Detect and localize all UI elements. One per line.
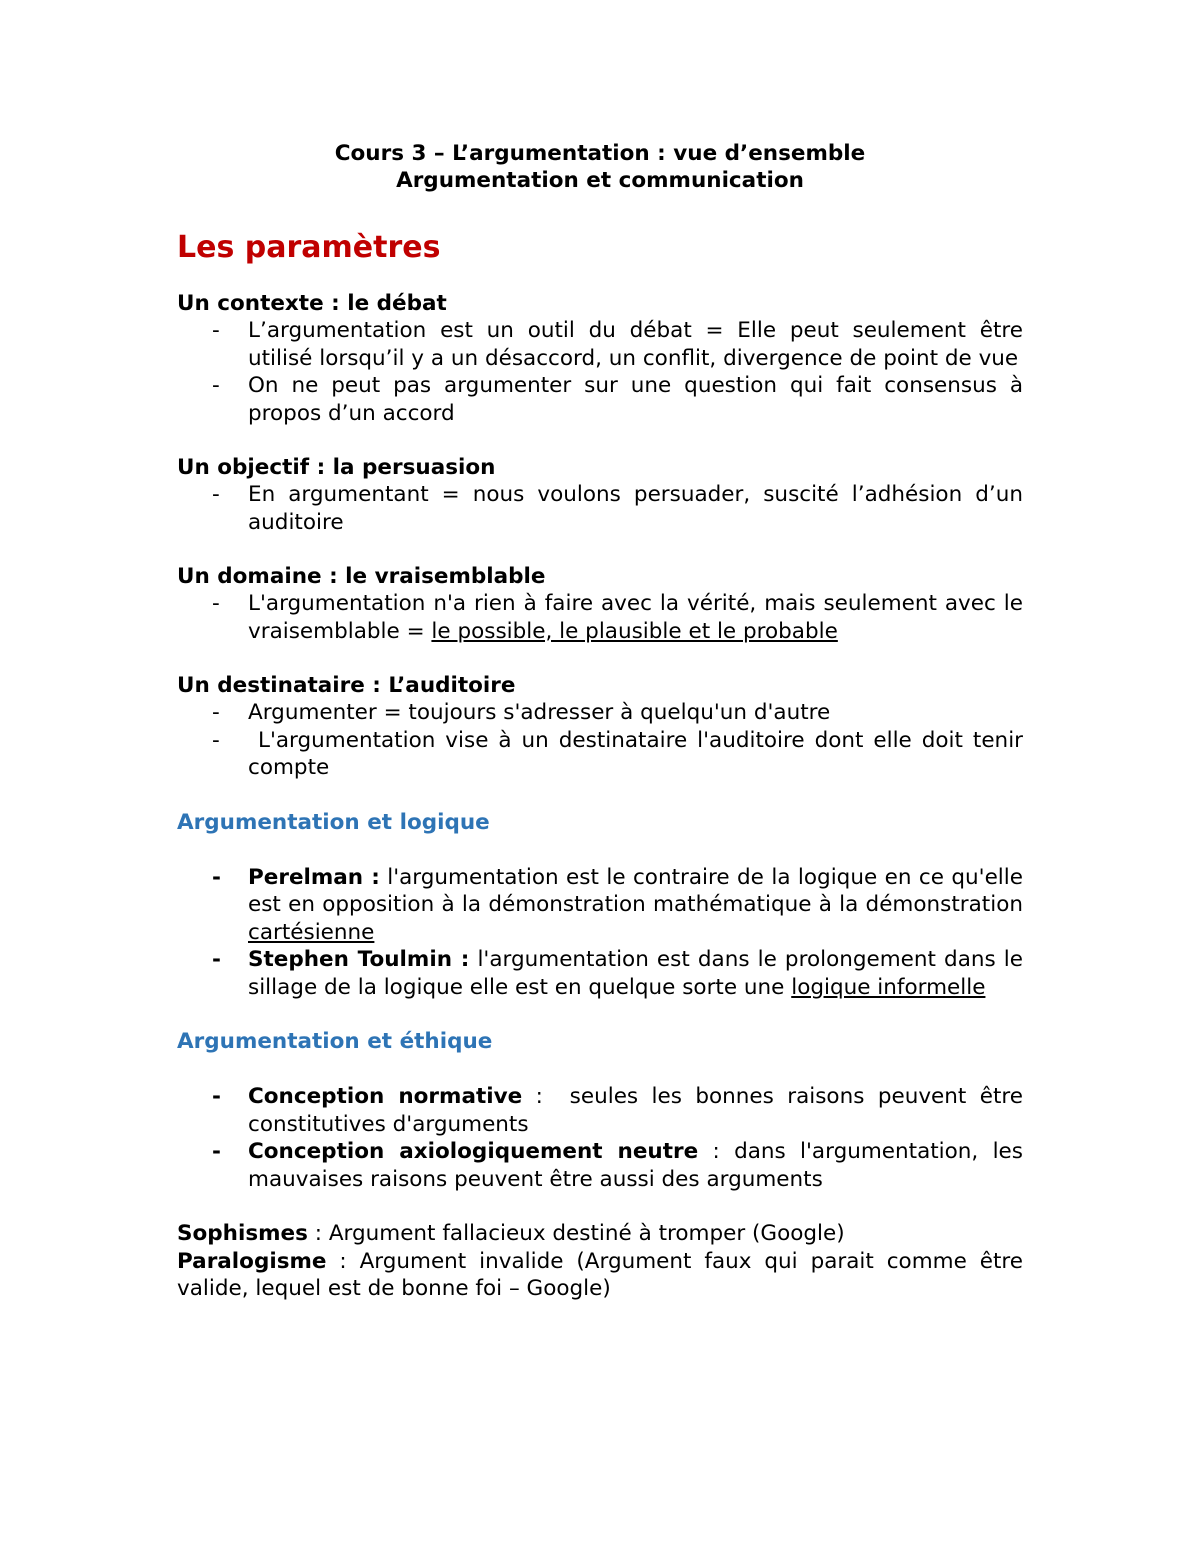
list-item: - On ne peut pas argumenter sur une question qui fait consensus à propos d’un accord	[212, 373, 1023, 426]
list-item: - Argumenter = toujours s'adresser à quelqu'un d'autre	[212, 700, 831, 725]
term-sophismes: Sophismes	[177, 1221, 308, 1246]
section-heading-logique: Argumentation et logique	[177, 809, 490, 835]
list-item: - Conception axiologiquement neutre : dans l'argumentation, les mauvaises raisons peuvent être aussi des arguments	[212, 1139, 1023, 1192]
document-title-line2: Argumentation et communication	[396, 168, 804, 193]
dash-marker: -	[212, 482, 220, 507]
term-perelman: Perelman :	[248, 864, 380, 890]
subheading-domaine: Un domaine : le vraisemblable	[177, 564, 546, 589]
subheading-destinataire: Un destinataire : L’auditoire	[177, 673, 516, 698]
dash-marker: -	[212, 373, 220, 398]
definition-sophismes: Sophismes : Argument fallacieux destiné à tromper (Google)	[177, 1221, 845, 1246]
list-destinataire	[177, 699, 1030, 782]
term-toulmin: Stephen Toulmin :	[248, 947, 470, 972]
list-contexte	[177, 317, 1023, 427]
list-domaine	[177, 590, 1023, 645]
term-paralogisme: Paralogisme	[177, 1248, 327, 1274]
subheading-objectif: Un objectif : la persuasion	[177, 455, 496, 480]
list-item: - Perelman : l'argumentation est le contraire de la logique en ce qu'elle est en opposition à la démonstration mathématique à la démonstration cartésienne	[212, 864, 1023, 945]
subheading-contexte: Un contexte : le débat	[177, 291, 447, 316]
list-objectif	[177, 481, 1023, 536]
underlined-phrase: logique informelle	[791, 974, 986, 1000]
term-neutre: Conception axiologiquement neutre	[248, 1139, 699, 1164]
document-title-line1: Cours 3 – L’argumentation : vue d’ensemble	[334, 141, 866, 166]
dash-marker: -	[212, 1139, 221, 1164]
term-normative: Conception normative	[248, 1084, 523, 1109]
list-ethique	[177, 1083, 1030, 1193]
dash-marker: -	[212, 947, 221, 972]
list-item: - L'argumentation n'a rien à faire avec la vérité, mais seulement avec le vraisemblable = le possible, le plausible et le probable	[212, 591, 1023, 644]
definition-paralogisme: Paralogisme : Argument invalide (Argument faux qui parait comme être valide, lequel est de bonne foi – Google)	[177, 1248, 1023, 1301]
dash-marker: -	[212, 864, 221, 890]
dash-marker: -	[212, 727, 220, 753]
list-item: - L’argumentation est un outil du débat = Elle peut seulement être utilisé lorsqu’il y a un désaccord, un conflit, divergence de point de vue	[212, 318, 1023, 371]
section-heading-parametres: Les paramètres	[177, 230, 441, 265]
dash-marker: -	[212, 1084, 221, 1109]
underlined-phrase: cartésienne	[248, 919, 375, 945]
list-item: - Conception normative : seules les bonnes raisons peuvent être constitutives d'arguments	[212, 1084, 1030, 1137]
list-logique	[177, 864, 1023, 1002]
list-item: - Stephen Toulmin : l'argumentation est dans le prolongement dans le sillage de la logique elle est en quelque sorte une logique informelle	[212, 947, 1023, 1000]
dash-marker: -	[212, 700, 220, 725]
dash-marker: -	[212, 318, 220, 343]
list-item: - En argumentant = nous voulons persuader, suscité l’adhésion d’un auditoire	[212, 482, 1023, 535]
underlined-phrase: le possible, le plausible et le probable	[431, 618, 838, 644]
list-item: - L'argumentation vise à un destinataire l'auditoire dont elle doit tenir compte	[212, 727, 1030, 780]
document-content	[177, 140, 1030, 1303]
section-heading-ethique: Argumentation et éthique	[177, 1029, 493, 1054]
dash-marker: -	[212, 591, 220, 616]
